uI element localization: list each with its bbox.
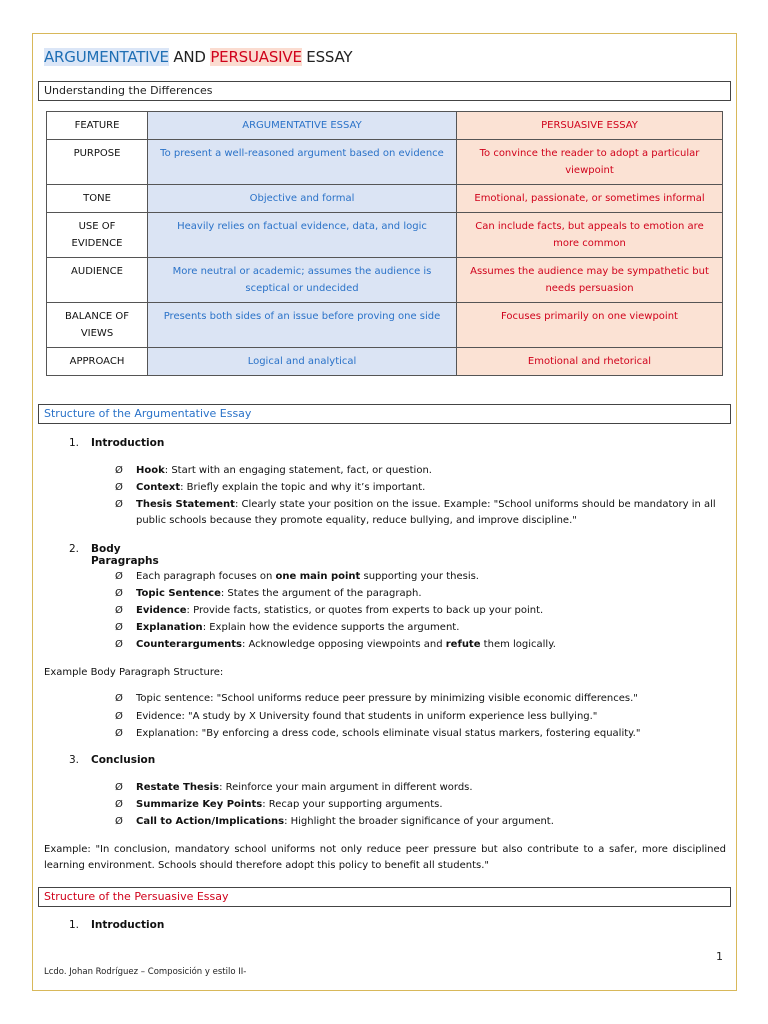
header-feature: FEATURE — [47, 112, 148, 140]
row-feature: PURPOSE — [47, 140, 148, 185]
page-title — [44, 48, 352, 66]
pers-intro-label: Introduction — [91, 919, 165, 931]
list-item: Counterarguments: Acknowledge opposing viewpoints and refute them logically. — [136, 639, 556, 650]
bullet-icon: Ø — [115, 571, 123, 582]
bullet-icon: Ø — [115, 728, 123, 739]
row-feature: USE OF EVIDENCE — [47, 213, 148, 258]
bullet-icon: Ø — [115, 816, 123, 827]
row-per: Emotional, passionate, or sometimes informal — [457, 185, 723, 213]
title-persuasive: PERSUASIVE — [210, 48, 302, 66]
table-row — [47, 140, 723, 185]
page-footer: Lcdo. Johan Rodríguez – Composición y estilo II- — [44, 967, 247, 977]
row-arg: Logical and analytical — [148, 348, 457, 376]
bullet-icon: Ø — [115, 465, 123, 476]
table-row — [47, 258, 723, 303]
intro-label: Introduction — [91, 437, 165, 449]
bullet-icon: Ø — [115, 782, 123, 793]
conclusion-label: Conclusion — [91, 754, 156, 766]
conclusion-number: 3. — [69, 754, 80, 766]
table-row — [47, 213, 723, 258]
row-per: To convince the reader to adopt a particular viewpoint — [457, 140, 723, 185]
table-row — [47, 348, 723, 376]
row-per: Emotional and rhetorical — [457, 348, 723, 376]
row-feature: TONE — [47, 185, 148, 213]
list-item: Topic Sentence: States the argument of the paragraph. — [136, 588, 422, 599]
bullet-icon: Ø — [115, 482, 123, 493]
understanding-header: Understanding the Differences — [38, 81, 731, 101]
pers-intro-number: 1. — [69, 919, 80, 931]
row-arg: Objective and formal — [148, 185, 457, 213]
row-arg: To present a well-reasoned argument based on evidence — [148, 140, 457, 185]
row-per: Focuses primarily on one viewpoint — [457, 303, 723, 348]
header-argumentative: ARGUMENTATIVE ESSAY — [148, 112, 457, 140]
bullet-icon: Ø — [115, 499, 123, 510]
list-item: Each paragraph focuses on one main point supporting your thesis. — [136, 571, 479, 582]
list-item: Restate Thesis: Reinforce your main argument in different words. — [136, 782, 473, 793]
bullet-icon: Ø — [115, 605, 123, 616]
row-feature: BALANCE OF VIEWS — [47, 303, 148, 348]
title-argumentative: ARGUMENTATIVE — [44, 48, 169, 66]
row-per: Can include facts, but appeals to emotion are more common — [457, 213, 723, 258]
list-item: Topic sentence: "School uniforms reduce peer pressure by minimizing visible economic differences." — [136, 693, 638, 704]
title-and: AND — [168, 48, 211, 66]
pers-structure-header: Structure of the Persuasive Essay — [38, 887, 731, 907]
table-row — [47, 185, 723, 213]
bullet-icon: Ø — [115, 639, 123, 650]
bullet-icon: Ø — [115, 693, 123, 704]
bullet-icon: Ø — [115, 799, 123, 810]
list-item: Hook: Start with an engaging statement, fact, or question. — [136, 465, 432, 476]
intro-number: 1. — [69, 437, 80, 449]
list-item: Evidence: "A study by X University found that students in uniform experience less bullying." — [136, 711, 598, 722]
row-feature: AUDIENCE — [47, 258, 148, 303]
list-item: Explanation: Explain how the evidence supports the argument. — [136, 622, 460, 633]
bullet-icon: Ø — [115, 711, 123, 722]
row-arg: Presents both sides of an issue before proving one side — [148, 303, 457, 348]
table-header-row — [47, 112, 723, 140]
list-item: Explanation: "By enforcing a dress code, schools eliminate visual status markers, fostering equality." — [136, 728, 641, 739]
arg-structure-header: Structure of the Argumentative Essay — [38, 404, 731, 424]
list-item: Thesis Statement: Clearly state your position on the issue. Example: "School uniforms should be mandatory in all public schools because they promote equality, reduce bullying, and improve discipline." — [136, 499, 716, 526]
body-label: Body Paragraphs — [91, 543, 159, 567]
conclusion-example: Example: "In conclusion, mandatory school uniforms not only reduce peer pressure but also contribute to a safer, more disciplined learning environment. Schools should therefore adopt this policy to benefit all students." — [44, 844, 726, 871]
list-item: Summarize Key Points: Recap your supporting arguments. — [136, 799, 443, 810]
row-per: Assumes the audience may be sympathetic but needs persuasion — [457, 258, 723, 303]
title-essay: ESSAY — [301, 48, 353, 66]
bullet-icon: Ø — [115, 622, 123, 633]
example-structure-label: Example Body Paragraph Structure: — [44, 667, 224, 678]
header-persuasive: PERSUASIVE ESSAY — [457, 112, 723, 140]
row-arg: Heavily relies on factual evidence, data, and logic — [148, 213, 457, 258]
row-feature: APPROACH — [47, 348, 148, 376]
list-item: Evidence: Provide facts, statistics, or quotes from experts to back up your point. — [136, 605, 544, 616]
page-number: 1 — [716, 950, 723, 963]
list-item: Context: Briefly explain the topic and why it’s important. — [136, 482, 426, 493]
comparison-table — [46, 111, 723, 376]
body-number: 2. — [69, 543, 80, 555]
row-arg: More neutral or academic; assumes the audience is sceptical or undecided — [148, 258, 457, 303]
bullet-icon: Ø — [115, 588, 123, 599]
table-row — [47, 303, 723, 348]
list-item: Call to Action/Implications: Highlight the broader significance of your argument. — [136, 816, 554, 827]
